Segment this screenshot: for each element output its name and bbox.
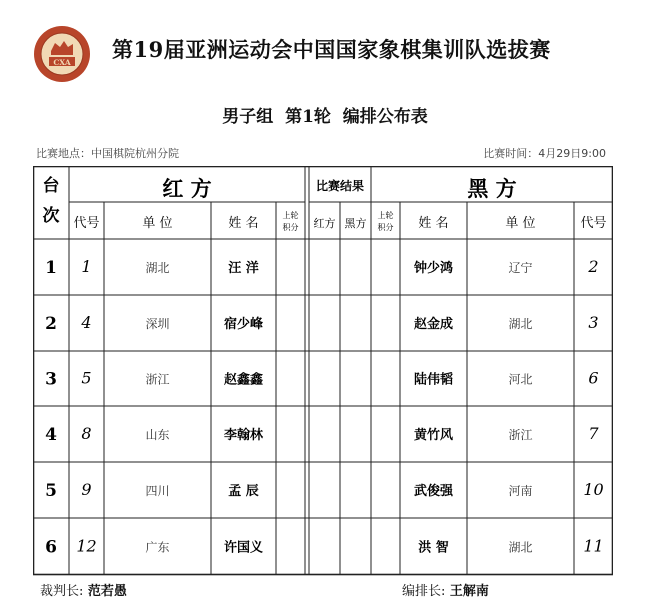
board-number: 4 xyxy=(45,425,57,445)
red-code: 8 xyxy=(81,424,92,443)
black-name: 黄竹风 xyxy=(413,428,454,443)
col-header-black-unit: 单 位 xyxy=(505,216,536,231)
col-header-red-prev: 上轮积分 xyxy=(282,211,299,232)
col-header-black-code: 代号 xyxy=(580,216,607,231)
col-header-black-name: 姓 名 xyxy=(418,216,449,231)
red-code: 9 xyxy=(81,480,92,499)
col-header-red-unit: 单 位 xyxy=(142,216,173,231)
red-unit: 四川 xyxy=(145,484,170,498)
red-unit: 浙江 xyxy=(145,372,170,387)
black-code: 6 xyxy=(588,368,599,388)
board-number: 6 xyxy=(45,537,57,558)
black-unit: 河北 xyxy=(508,372,533,387)
red-name: 孟 辰 xyxy=(228,484,259,499)
black-unit: 湖北 xyxy=(508,317,533,331)
col-header-black-prev: 上轮积分 xyxy=(377,211,394,232)
col-header-red-code: 代号 xyxy=(73,216,100,231)
cxa-logo xyxy=(33,25,91,83)
referee-line xyxy=(40,580,127,599)
page-subtitle: 男子组 第1轮 编排公布表 xyxy=(222,107,428,127)
arranger-line xyxy=(402,580,489,599)
pairing-table-grid xyxy=(33,166,613,576)
black-code: 11 xyxy=(583,536,604,556)
board-number: 5 xyxy=(45,481,57,501)
red-code: 4 xyxy=(81,313,92,332)
black-name: 陆伟韬 xyxy=(413,372,454,388)
black-unit: 湖北 xyxy=(508,540,533,555)
col-header-result-red: 红方 xyxy=(313,217,336,230)
referee-name: 范若愚 xyxy=(87,584,127,599)
black-code: 3 xyxy=(588,313,599,332)
black-name: 洪 智 xyxy=(418,540,449,556)
result-header: 比赛结果 xyxy=(315,179,365,193)
board-number: 1 xyxy=(45,258,57,278)
red-name: 宿少峰 xyxy=(223,317,264,332)
red-code: 1 xyxy=(81,257,92,276)
referee-label: 裁判长: xyxy=(40,584,84,599)
black-name: 武俊强 xyxy=(413,484,454,499)
black-name: 赵金成 xyxy=(413,317,454,332)
black-unit: 辽宁 xyxy=(508,261,533,275)
page-title: 第19届亚洲运动会中国国家象棋集训队选拔赛 xyxy=(112,37,551,62)
red-side-header: 红 方 xyxy=(162,176,212,201)
board-header: 台次 xyxy=(42,176,60,226)
arranger-label: 编排长: xyxy=(402,584,446,599)
pairing-table xyxy=(33,166,613,580)
red-unit: 广东 xyxy=(145,540,170,555)
red-name: 李翰林 xyxy=(223,428,264,443)
black-code: 2 xyxy=(588,257,599,276)
black-code: 10 xyxy=(583,480,604,499)
black-unit: 浙江 xyxy=(508,428,533,442)
black-side-header: 黑 方 xyxy=(467,176,517,201)
red-unit: 深圳 xyxy=(145,317,170,331)
col-header-red-name: 姓 名 xyxy=(228,216,259,231)
col-header-result-black: 黑方 xyxy=(344,217,367,230)
venue-text: 比赛地点：中国棋院杭州分院 xyxy=(36,147,179,160)
red-unit: 山东 xyxy=(145,428,170,442)
red-unit: 湖北 xyxy=(145,261,170,275)
black-code: 7 xyxy=(588,424,599,443)
red-name: 赵鑫鑫 xyxy=(223,372,264,388)
time-text: 比赛时间：4月29日9:00 xyxy=(483,147,606,160)
logo-text: CXA xyxy=(53,58,71,67)
red-name: 许国义 xyxy=(223,540,264,556)
board-number: 2 xyxy=(45,314,57,334)
board-number: 3 xyxy=(45,369,57,390)
red-name: 汪 洋 xyxy=(228,261,259,276)
black-name: 钟少鸿 xyxy=(413,261,454,276)
red-code: 5 xyxy=(81,368,92,388)
red-code: 12 xyxy=(76,536,97,556)
black-unit: 河南 xyxy=(508,484,533,498)
arranger-name: 王解南 xyxy=(449,584,489,599)
